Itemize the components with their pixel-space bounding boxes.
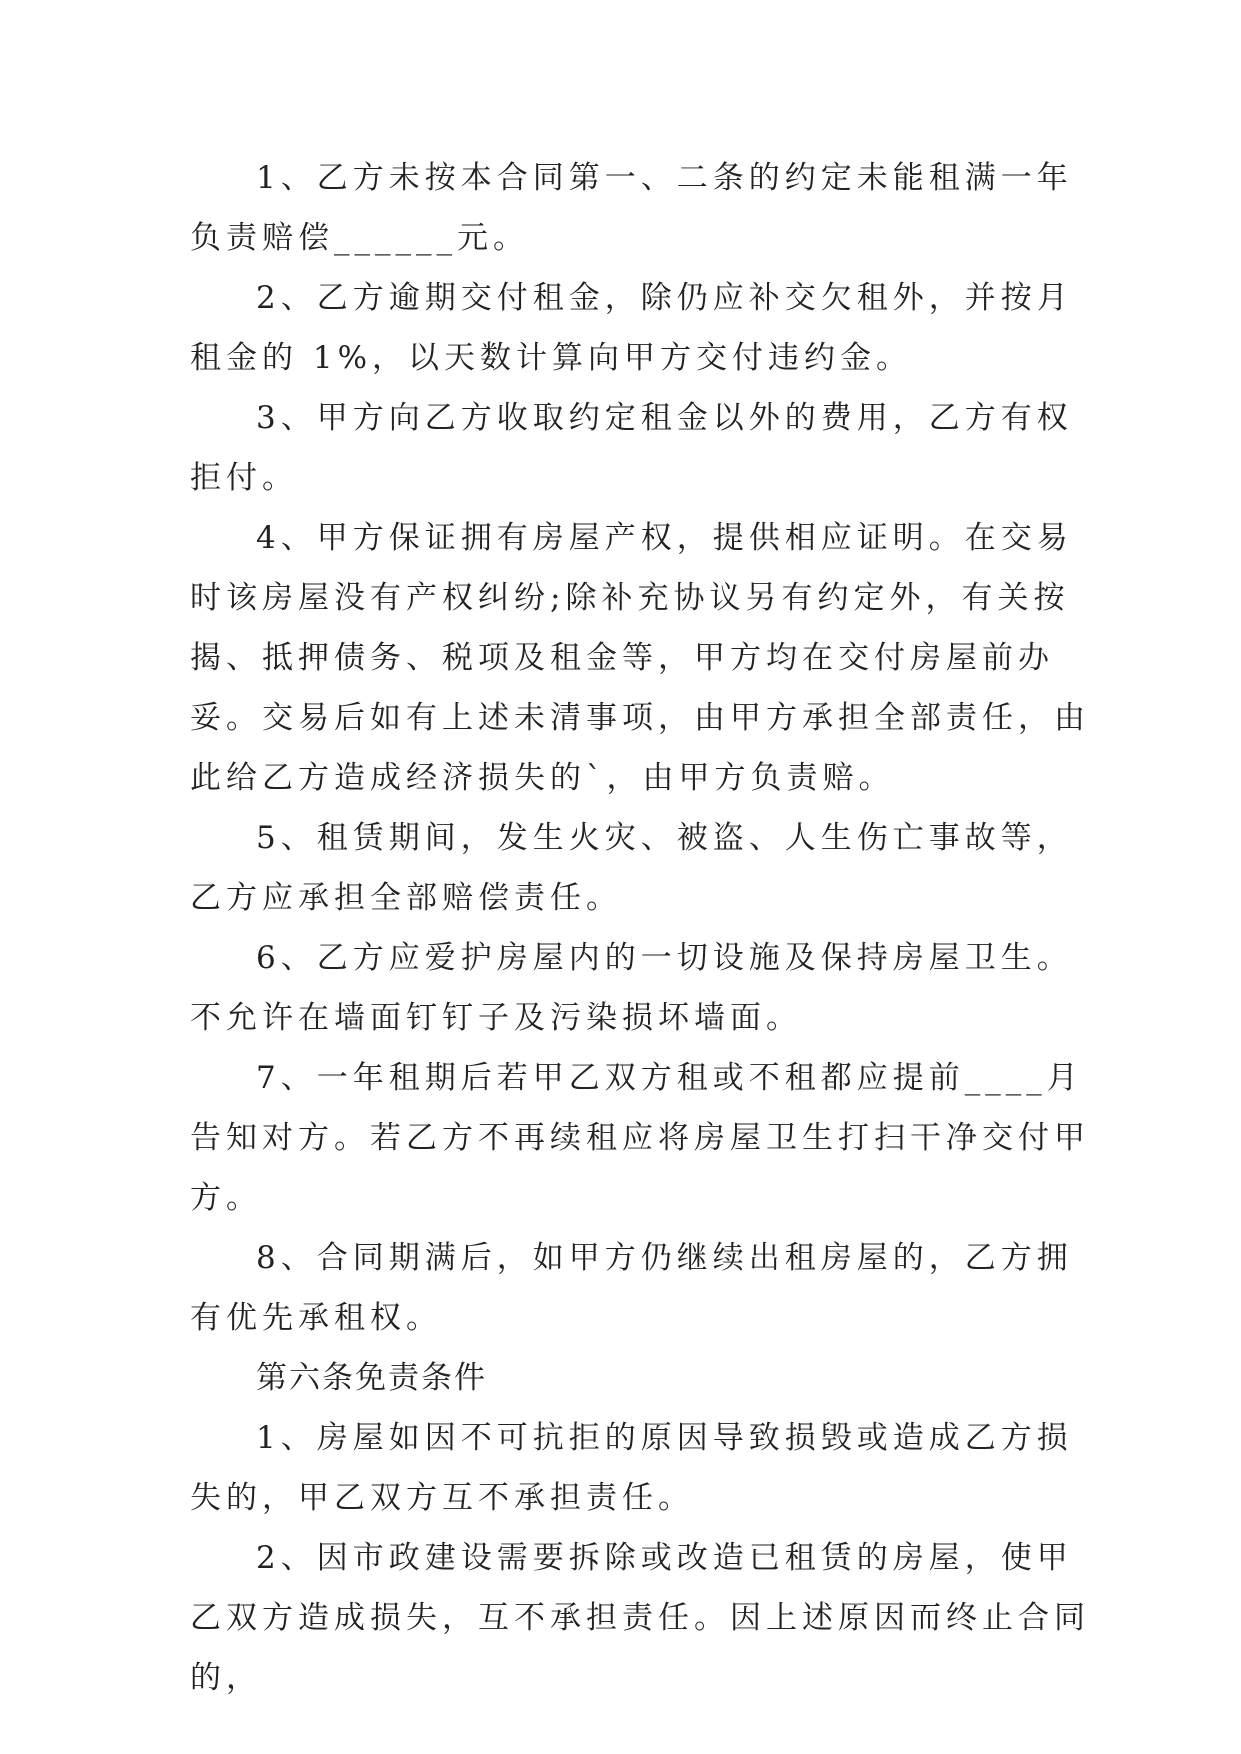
clause-3-extra-fees: 3、甲方向乙方收取约定租金以外的费用，乙方有权拒付。 <box>190 400 1073 496</box>
clause-4-property-rights: 4、甲方保证拥有房屋产权，提供相应证明。在交易时该房屋没有产权纠纷;除补充协议另有约定外，有关按揭、抵押债务、税项及租金等，甲方均在交付房屋前办妥。交易后如有上述未清事项，由甲方承担全部责任，由此给乙方造成经济损失的`，由甲方负责赔。 <box>190 520 1090 796</box>
clause-1-compensation: 1、乙方未按本合同第一、二条的约定未能租满一年负责赔偿______元。 <box>190 160 1073 256</box>
exemption-clause-1: 1、房屋如因不可抗拒的原因导致损毁或造成乙方损失的，甲乙双方互不承担责任。 <box>190 1420 1073 1516</box>
clause-7-renewal-notice: 7、一年租期后若甲乙双方租或不租都应提前____月告知对方。若乙方不再续租应将房屋卫生打扫干净交付甲方。 <box>190 1060 1090 1216</box>
section-heading-exemption: 第六条免责条件 <box>256 1360 487 1396</box>
document-page <box>190 148 1090 1708</box>
clause-8-priority-lease: 8、合同期满后，如甲方仍继续出租房屋的，乙方拥有优先承租权。 <box>190 1240 1073 1336</box>
exemption-clause-2: 2、因市政建设需要拆除或改造已租赁的房屋，使甲乙双方造成损失，互不承担责任。因上述原因而终止合同的， <box>190 1540 1090 1696</box>
clause-2-late-rent: 2、乙方逾期交付租金，除仍应补交欠租外，并按月租金的 1%，以天数计算向甲方交付违约金。 <box>190 280 1073 376</box>
clause-6-facilities: 6、乙方应爱护房屋内的一切设施及保持房屋卫生。不允许在墙面钉钉子及污染损坏墙面。 <box>190 940 1073 1036</box>
clause-5-accidents: 5、租赁期间，发生火灾、被盗、人生伤亡事故等，乙方应承担全部赔偿责任。 <box>190 820 1073 916</box>
